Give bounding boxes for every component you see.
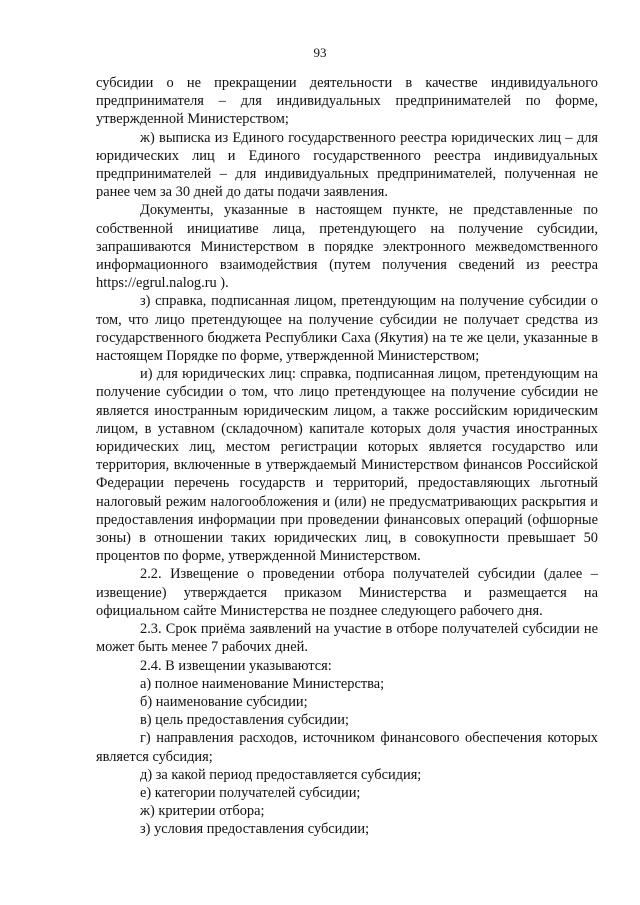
list-item-a: а) полное наименование Министерства; (140, 675, 385, 692)
list-item-e: е) категории получателей субсидии; (140, 784, 361, 801)
paragraph-item-zh-extract: ж) выписка из Единого государственного реестра юридических лиц – для юридических лиц и Единого государственного реестра индивидуальных предпринимателей – для индивидуальных предпринимателей, полученная не ранее чем за 30 дней до даты подачи заявления. (96, 129, 598, 201)
list-item-g: г) направления расходов, источником финансового обеспечения которых является субсидия; (96, 730, 598, 765)
list-item-b: б) наименование субсидии; (140, 693, 308, 710)
list-item-z: з) условия предоставления субсидии; (140, 821, 370, 838)
list-item-zh: ж) критерии отбора; (140, 803, 265, 820)
paragraph-documents-request: Документы, указанные в настоящем пункте, не представленные по собственной инициативе лица, претендующего на получение субсидии, запрашиваются Министерством в порядке электронного межведомственного информационного взаимодействия (путем получения сведений из реестра https://egrul.nalog.ru ). (96, 202, 598, 292)
paragraph-section-2-4: 2.4. В извещении указываются: (140, 657, 332, 674)
paragraph-item-z-certificate: з) справка, подписанная лицом, претендующим на получение субсидии о том, что лицо претендующее на получение субсидии не получает средства из государственного бюджета Республики Саха (Якутия) на те же цели, указанные в настоящем Порядке по форме, утвержденной Министерством; (96, 293, 598, 365)
paragraph-section-2-2: 2.2. Извещение о проведении отбора получателей субсидии (далее – извещение) утверждается приказом Министерства и размещается на официальном сайте Министерства не позднее следующего рабочего дня. (96, 566, 598, 619)
page-number: 93 (313, 45, 327, 60)
paragraph-item-i-legal-entities: и) для юридических лиц: справка, подписанная лицом, претендующим на получение субсидии о том, что лицо претендующее на получение субсидии не является иностранным юридическим лицом, а также российским юридическим лицом, в уставном (складочном) капитале которых доля участия иностранных юридических лиц, местом регистрации которых является государство или территория, включенные в утверждаемый Министерством финансов Российской Федерации перечень государств и территорий, предоставляющих льготный налоговый режим налогообложения и (или) не предусматривающих раскрытия и предоставления информации при проведении финансовых операций (офшорные зоны) в отношении таких юридических лиц, в совокупности превышает 50 процентов по форме, утвержденной Министерством. (96, 366, 598, 565)
paragraph-continuation: субсидии о не прекращении деятельности в качестве индивидуального предпринимателя – для индивидуальных предпринимателей по форме, утвержденной Министерством; (96, 75, 598, 128)
list-item-v: в) цель предоставления субсидии; (140, 712, 349, 729)
list-item-d: д) за какой период предоставляется субсидия; (140, 766, 422, 783)
paragraph-section-2-3: 2.3. Срок приёма заявлений на участие в отборе получателей субсидии не может быть менее 7 рабочих дней. (96, 621, 598, 656)
document-body (96, 74, 598, 839)
